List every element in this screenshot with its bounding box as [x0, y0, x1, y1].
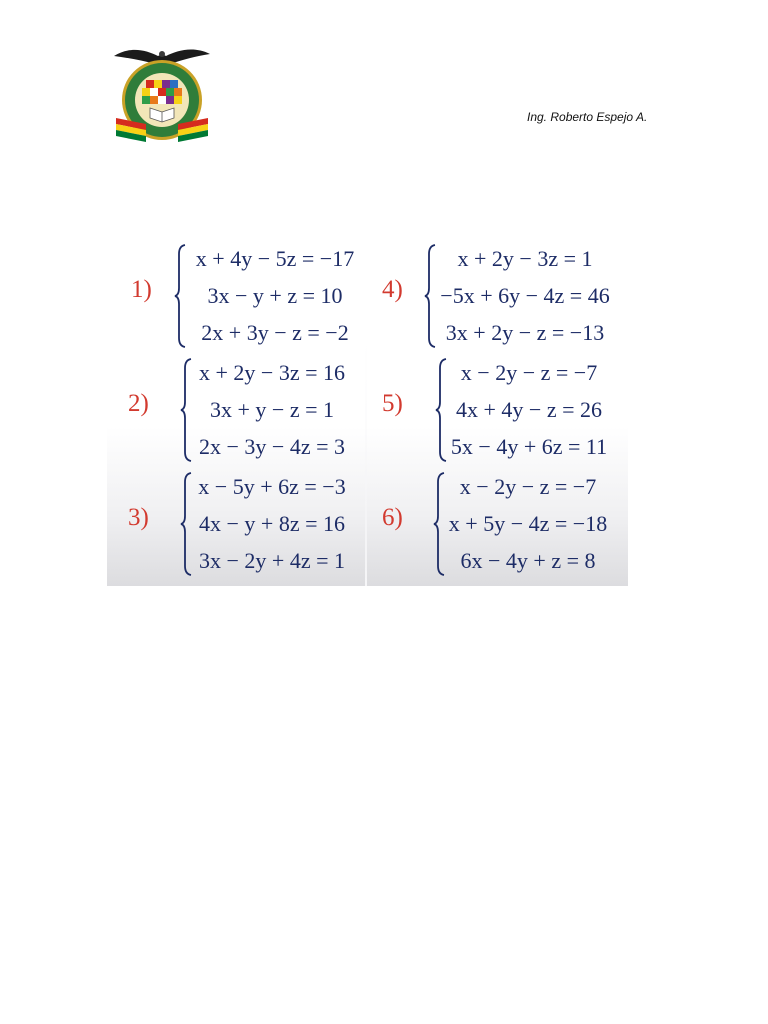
equation-line: −5x + 6y − 4z = 46 [440, 283, 610, 308]
equation-system-2 [128, 354, 361, 466]
equation-system-3 [128, 468, 361, 580]
system-number: 6) [382, 504, 403, 531]
author-name: Ing. Roberto Espejo A. [527, 110, 648, 124]
system-number: 4) [382, 276, 403, 303]
equation-line: x − 5y + 6z = −3 [198, 474, 346, 499]
equation-line: x + 4y − 5z = −17 [195, 246, 355, 271]
equation-line: 2x + 3y − z = −2 [201, 320, 349, 345]
equation-system-6 [382, 468, 622, 580]
equation-system-4 [382, 240, 622, 352]
system-number: 5) [382, 390, 403, 417]
left-brace-icon [174, 244, 186, 348]
system-number: 1) [131, 276, 152, 303]
equation-line: x + 2y − 3z = 16 [199, 360, 345, 385]
equation-system-1 [131, 240, 361, 352]
system-number: 3) [128, 504, 149, 531]
equation-line: x + 5y − 4z = −18 [448, 511, 608, 536]
equation-line: 3x − y + z = 10 [207, 283, 343, 308]
equation-line: 3x + y − z = 1 [210, 397, 334, 422]
equation-line: 4x − y + 8z = 16 [199, 511, 345, 536]
university-seal-icon [112, 42, 212, 144]
equation-line: x − 2y − z = −7 [460, 360, 598, 385]
system-number: 2) [128, 390, 149, 417]
equation-line: 4x + 4y − z = 26 [456, 397, 602, 422]
equation-line: 6x − 4y + z = 8 [460, 548, 596, 573]
panel-divider [365, 232, 367, 586]
equation-line: 5x − 4y + 6z = 11 [450, 434, 608, 459]
equation-line: 2x − 3y − 4z = 3 [199, 434, 345, 459]
equation-line: 3x + 2y − z = −13 [445, 320, 605, 345]
equation-system-5 [382, 354, 622, 466]
left-brace-icon [180, 472, 192, 576]
equation-line: x − 2y − z = −7 [459, 474, 597, 499]
left-brace-icon [180, 358, 192, 462]
equation-line: x + 2y − 3z = 1 [457, 246, 593, 271]
equation-line: 3x − 2y + 4z = 1 [199, 548, 345, 573]
